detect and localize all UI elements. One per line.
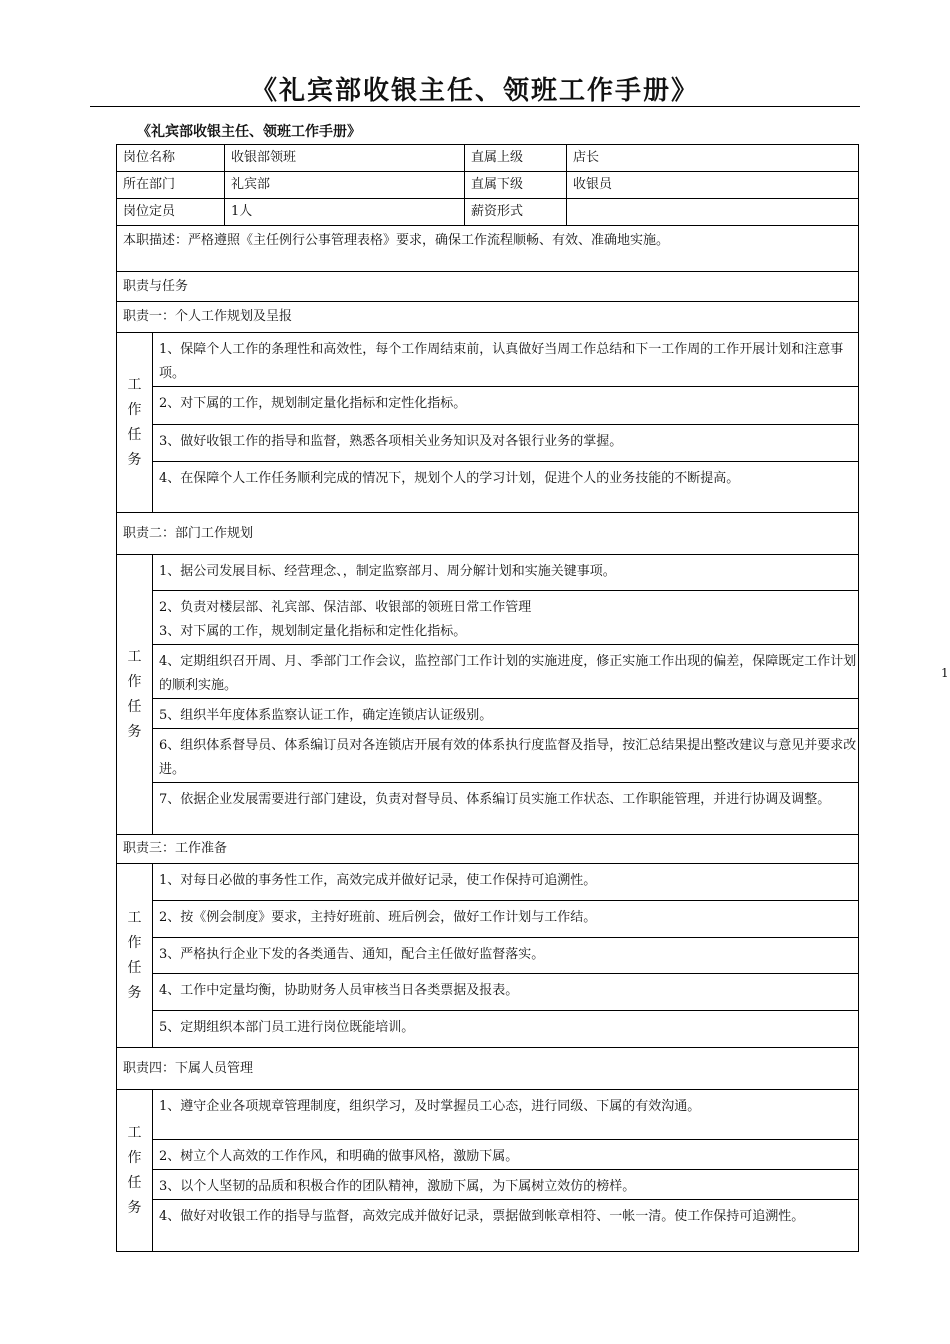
task-row — [117, 425, 859, 462]
task-item — [153, 1011, 859, 1048]
task-text: 6、组织体系督导员、体系编订员对各连锁店开展有效的体系执行度监督及指导，按汇总结果提出整改建议与意见并要求改进。 — [159, 738, 857, 777]
duty-title-row — [117, 1048, 859, 1090]
table-body — [117, 145, 859, 1252]
page-header: 《礼宾部收银主任、领班工作手册》 — [250, 76, 699, 106]
task-text: 1、对每日必做的事务性工作，高效完成并做好记录，使工作保持可追溯性。 — [159, 873, 597, 888]
task-text: 5、组织半年度体系监察认证工作，确定连锁店认证级别。 — [159, 708, 493, 723]
task-text: 2、树立个人高效的工作作风，和明确的做事风格，激励下属。 — [159, 1149, 519, 1164]
salary-value — [567, 199, 859, 226]
task-text: 3、以个人坚韧的品质和积极合作的团队精神，激励下属，为下属树立效仿的榜样。 — [159, 1179, 636, 1194]
task-row — [117, 699, 859, 729]
task-item — [153, 1170, 859, 1200]
task-side-label-text: 工作任务 — [127, 909, 142, 1001]
subordinate-value: 收银员 — [567, 172, 859, 199]
duty-title: 职责三：工作准备 — [117, 835, 859, 864]
job-description-table — [116, 144, 859, 1252]
task-side-label-text: 工作任务 — [127, 376, 142, 468]
task-text: 2、按《例会制度》要求，主持好班前、班后例会，做好工作计划与工作结。 — [159, 910, 597, 925]
task-row — [117, 387, 859, 425]
subordinate-label: 直属下级 — [465, 172, 567, 199]
task-side-label — [117, 333, 153, 513]
task-row — [117, 1090, 859, 1140]
task-side-label-text: 工作任务 — [127, 1124, 142, 1216]
task-row — [117, 462, 859, 513]
task-text: 4、在保障个人工作任务顺利完成的情况下，规划个人的学习计划，促进个人的业务技能的不断提高。 — [159, 471, 740, 486]
task-row — [117, 1170, 859, 1200]
task-item — [153, 699, 859, 729]
task-text: 2、负责对楼层部、礼宾部、保洁部、收银部的领班日常工作管理 3、对下属的工作，规划制定量化指标和定性化指标。 — [159, 600, 532, 639]
position-value: 收银部领班 — [225, 145, 465, 172]
page-number: 1 — [941, 666, 949, 680]
task-side-label-text: 工作任务 — [127, 648, 142, 740]
task-item — [153, 462, 859, 513]
task-row — [117, 591, 859, 645]
task-text: 3、严格执行企业下发的各类通告、通知，配合主任做好监督落实。 — [159, 947, 545, 962]
task-row — [117, 783, 859, 835]
headcount-label: 岗位定员 — [117, 199, 225, 226]
task-item — [153, 387, 859, 425]
task-item — [153, 974, 859, 1011]
task-row — [117, 1200, 859, 1252]
task-text: 7、依据企业发展需要进行部门建设，负责对督导员、体系编订员实施工作状态、工作职能管理，并进行协调及调整。 — [159, 792, 831, 807]
task-item — [153, 901, 859, 938]
job-description: 本职描述：严格遵照《主任例行公事管理表格》要求，确保工作流程顺畅、有效、准确地实施。 — [117, 226, 859, 272]
task-text: 4、工作中定量均衡，协助财务人员审核当日各类票据及报表。 — [159, 983, 519, 998]
duty-title: 职责一：个人工作规划及呈报 — [117, 302, 859, 333]
task-text: 1、遵守企业各项规章管理制度，组织学习，及时掌握员工心态，进行同级、下属的有效沟通。 — [159, 1099, 701, 1114]
duty-title: 职责二：部门工作规划 — [117, 513, 859, 555]
info-row — [117, 145, 859, 172]
duty-title-row — [117, 302, 859, 333]
duty-title-row — [117, 513, 859, 555]
task-row — [117, 1140, 859, 1170]
task-text: 4、定期组织召开周、月、季部门工作会议，监控部门工作计划的实施进度，修正实施工作出现的偏差，保障既定工作计划的顺利实施。 — [159, 654, 857, 693]
duty-title-row — [117, 835, 859, 864]
task-row — [117, 729, 859, 783]
task-text: 1、据公司发展目标、经营理念、，制定监察部月、周分解计划和实施关键事项。 — [159, 564, 616, 579]
info-row — [117, 172, 859, 199]
duties-heading: 职责与任务 — [117, 272, 859, 302]
task-text: 4、做好对收银工作的指导与监督，高效完成并做好记录，票据做到帐章相符、一帐一清。使工作保持可追溯性。 — [159, 1209, 805, 1224]
superior-label: 直属上级 — [465, 145, 567, 172]
task-item — [153, 1090, 859, 1140]
duties-heading-row — [117, 272, 859, 302]
task-text: 3、做好收银工作的指导和监督，熟悉各项相关业务知识及对各银行业务的掌握。 — [159, 434, 623, 449]
task-row — [117, 555, 859, 591]
task-text: 2、对下属的工作，规划制定量化指标和定性化指标。 — [159, 396, 467, 411]
task-item — [153, 645, 859, 699]
header-divider — [90, 106, 860, 107]
task-item — [153, 1200, 859, 1252]
task-side-label — [117, 555, 153, 835]
document-title: 《礼宾部收银主任、领班工作手册》 — [137, 124, 361, 140]
task-item — [153, 333, 859, 387]
task-row — [117, 1011, 859, 1048]
task-item — [153, 591, 859, 645]
headcount-value: 1人 — [225, 199, 465, 226]
info-row — [117, 199, 859, 226]
task-row — [117, 864, 859, 901]
salary-label: 薪资形式 — [465, 199, 567, 226]
superior-value: 店长 — [567, 145, 859, 172]
task-text: 5、定期组织本部门员工进行岗位既能培训。 — [159, 1020, 415, 1035]
task-row — [117, 333, 859, 387]
task-row — [117, 901, 859, 938]
description-row — [117, 226, 859, 272]
department-value: 礼宾部 — [225, 172, 465, 199]
duty-title: 职责四：下属人员管理 — [117, 1048, 859, 1090]
task-item — [153, 555, 859, 591]
task-side-label — [117, 1090, 153, 1252]
task-row — [117, 938, 859, 974]
task-item — [153, 864, 859, 901]
task-item — [153, 1140, 859, 1170]
task-row — [117, 974, 859, 1011]
position-label: 岗位名称 — [117, 145, 225, 172]
task-item — [153, 938, 859, 974]
task-row — [117, 645, 859, 699]
task-text: 1、保障个人工作的条理性和高效性，每个工作周结束前，认真做好当周工作总结和下一工作周的工作开展计划和注意事项。 — [159, 342, 844, 381]
department-label: 所在部门 — [117, 172, 225, 199]
task-item — [153, 425, 859, 462]
task-side-label — [117, 864, 153, 1048]
task-item — [153, 729, 859, 783]
task-item — [153, 783, 859, 835]
